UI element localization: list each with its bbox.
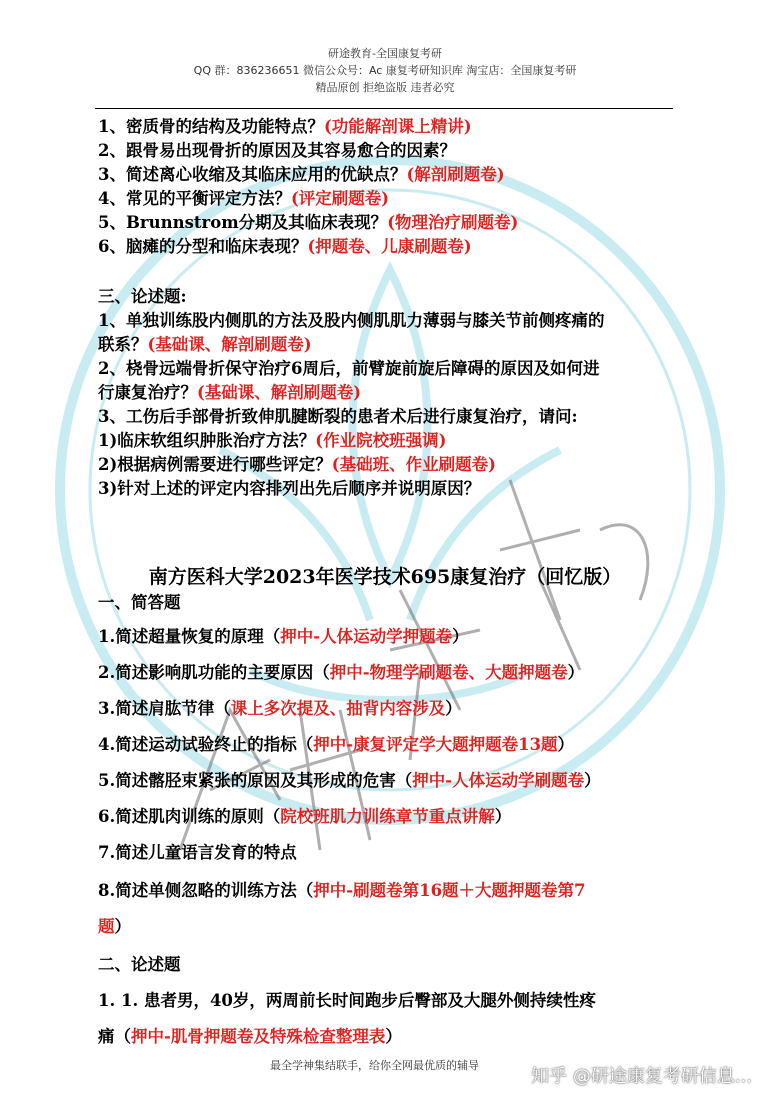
- question-line: 2)根据病例需要进行哪些评定？(基础班、作业刷题卷): [98, 455, 496, 474]
- header-org: 研途教育-全国康复考研: [328, 47, 442, 60]
- header-rule: [95, 108, 673, 109]
- question-line: 题）: [98, 917, 131, 936]
- exam-title: 南方医科大学2023年医学技术695康复治疗（回忆版）: [148, 566, 622, 588]
- question-line: 5、Brunnstrom分期及其临床表现？(物理治疗刷题卷): [98, 213, 519, 232]
- question-line: 3、工伤后手部骨折致伸肌腱断裂的患者术后进行康复治疗，请问:: [98, 407, 578, 426]
- question-line: 联系？(基础课、解剖刷题卷): [98, 335, 312, 354]
- zhihu-watermark: 知乎 @研途康复考研信息...: [531, 1066, 752, 1087]
- section-heading: 三、论述题:: [98, 287, 187, 306]
- header-contacts: QQ 群：836236651 微信公众号：Ac 康复考研知识库 淘宝店：全国康复考研: [193, 64, 577, 77]
- header-slogan: 精品原创 拒绝盗版 违者必究: [315, 81, 455, 94]
- section-heading: 二、论述题: [98, 955, 181, 974]
- question-line: 1)临床软组织肿胀治疗方法？(作业院校班强调): [98, 431, 447, 450]
- question-line: 2、桡骨远端骨折保守治疗6周后，前臂旋前旋后障碍的原因及如何进: [98, 359, 600, 378]
- question-line: 1、单独训练股内侧肌的方法及股内侧肌肌力薄弱与膝关节前侧疼痛的: [98, 311, 605, 330]
- footer-slogan: 最全学神集结联手，给你全网最优质的辅导: [270, 1059, 479, 1072]
- question-line: 3)针对上述的评定内容排列出先后顺序并说明原因？: [98, 479, 481, 498]
- question-line: 1. 1. 患者男，40岁，两周前长时间跑步后臀部及大腿外侧持续性疼: [98, 991, 596, 1010]
- question-line: 行康复治疗？(基础课、解剖刷题卷): [98, 383, 362, 402]
- question-line: 7.简述儿童语言发育的特点: [98, 843, 297, 862]
- question-line: 痛（押中-肌骨押题卷及特殊检查整理表）: [98, 1027, 402, 1046]
- question-line: 4、常见的平衡评定方法？(评定刷题卷): [98, 189, 390, 208]
- question-line: 5.简述髂胫束紧张的原因及其形成的危害（押中-人体运动学刷题卷）: [98, 771, 601, 790]
- question-line: 1、密质骨的结构及功能特点？(功能解剖课上精讲): [98, 117, 472, 136]
- question-line: 1.简述超量恢复的原理（押中-人体运动学押题卷）: [98, 627, 469, 646]
- question-line: 2、跟骨易出现骨折的原因及其容易愈合的因素？: [98, 141, 456, 160]
- question-line: 3、简述离心收缩及其临床应用的优缺点？(解剖刷题卷): [98, 165, 505, 184]
- question-line: 8.简述单侧忽略的训练方法（押中-刷题卷第16题＋大题押题卷第7: [98, 881, 586, 900]
- question-line: 6.简述肌肉训练的原则（院校班肌力训练章节重点讲解）: [98, 807, 512, 826]
- section-heading: 一、简答题: [98, 593, 181, 612]
- question-line: 4.简述运动试验终止的指标（押中-康复评定学大题押题卷13题）: [98, 735, 575, 754]
- question-line: 3.简述肩肱节律（课上多次提及、抽背内容涉及）: [98, 699, 462, 718]
- question-line: 6、脑瘫的分型和临床表现？(押题卷、儿康刷题卷): [98, 237, 472, 256]
- question-line: 2.简述影响肌功能的主要原因（押中-物理学刷题卷、大题押题卷）: [98, 663, 585, 682]
